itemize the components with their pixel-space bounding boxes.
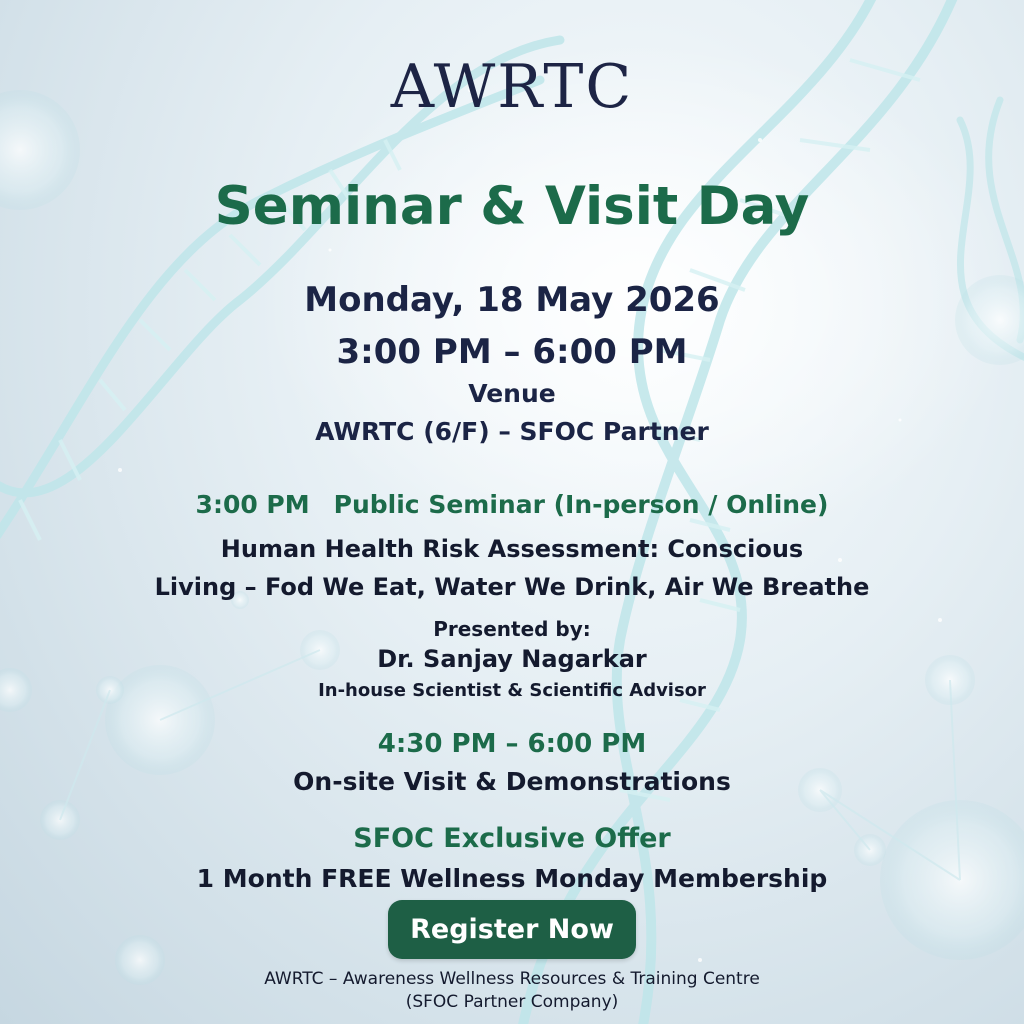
seminar-topic-line2: Living – Fod We Eat, Water We Drink, Air We Breathe (154, 573, 870, 601)
offer-title: SFOC Exclusive Offer (353, 823, 671, 854)
venue-value: AWRTC (6/F) – SFOC Partner (315, 417, 709, 446)
event-date: Monday, 18 May 2026 (304, 280, 720, 320)
footer-organization: AWRTC – Awareness Wellness Resources & Training Centre (264, 969, 760, 989)
visit-time: 4:30 PM – 6:00 PM (377, 729, 647, 759)
speaker-name: Dr. Sanjay Nagarkar (377, 645, 647, 673)
logo: AWRTC (390, 52, 634, 122)
event-time: 3:00 PM – 6:00 PM (336, 332, 688, 372)
visit-name: On-site Visit & Demonstrations (293, 767, 731, 796)
seminar-time: 3:00 PM (195, 490, 310, 519)
seminar-topic-line1: Human Health Risk Assessment: Conscious (220, 535, 804, 563)
venue-label: Venue (468, 379, 556, 408)
page-title: Seminar & Visit Day (214, 176, 810, 237)
seminar-header (0, 490, 1024, 519)
offer-text: 1 Month FREE Wellness Monday Membership (196, 864, 828, 893)
footer-partner-note: (SFOC Partner Company) (405, 992, 619, 1012)
presented-by-label: Presented by: (433, 617, 591, 641)
seminar-name: Public Seminar (In-person / Online) (333, 490, 829, 519)
register-now-button[interactable]: Register Now (388, 900, 636, 959)
speaker-role: In-house Scientist & Scientific Advisor (318, 680, 706, 701)
